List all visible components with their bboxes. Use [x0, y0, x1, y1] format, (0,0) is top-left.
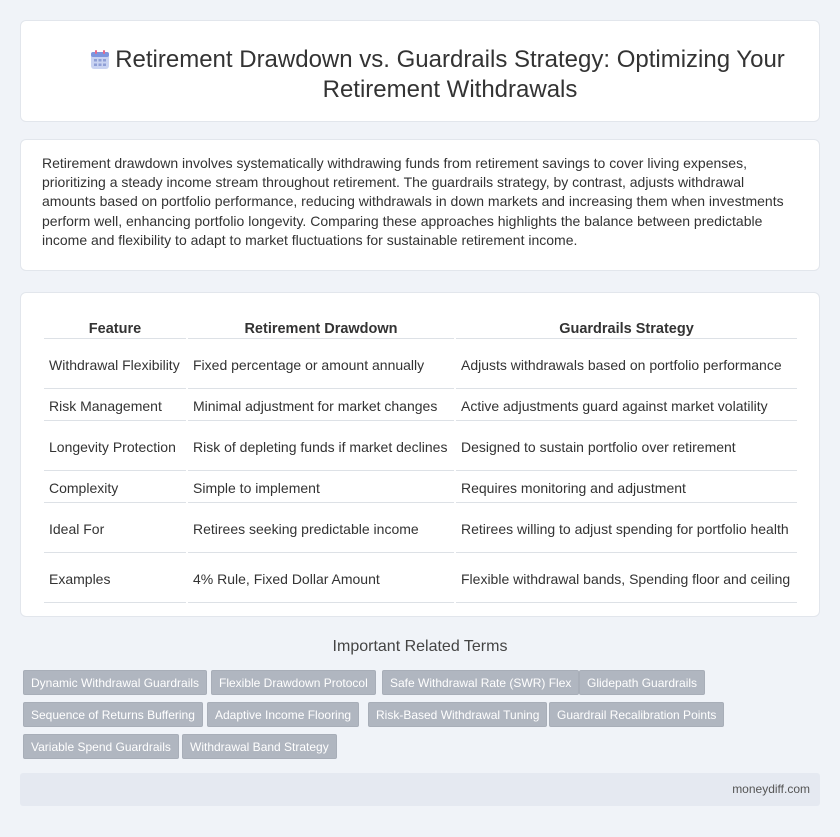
table-header-row — [44, 317, 797, 339]
table-cell: Fixed percentage or amount annually — [188, 341, 454, 389]
related-term-tag[interactable]: Sequence of Returns Buffering — [23, 702, 203, 727]
table-cell: Longevity Protection — [44, 423, 186, 471]
table-cell: Retirees willing to adjust spending for portfolio health — [456, 505, 797, 553]
table-cell: Adjusts withdrawals based on portfolio performance — [456, 341, 797, 389]
table-cell: Examples — [44, 555, 186, 603]
table-cell: Designed to sustain portfolio over retirement — [456, 423, 797, 471]
table-cell: Minimal adjustment for market changes — [188, 391, 454, 421]
table-row — [44, 341, 797, 389]
table-row — [44, 473, 797, 503]
table-row — [44, 555, 797, 603]
related-term-tag[interactable]: Safe Withdrawal Rate (SWR) Flex — [382, 670, 579, 695]
table-cell: Ideal For — [44, 505, 186, 553]
table-row — [44, 391, 797, 421]
table-cell: Complexity — [44, 473, 186, 503]
table-cell: Withdrawal Flexibility — [44, 341, 186, 389]
table-cell: Risk Management — [44, 391, 186, 421]
table-cell: Requires monitoring and adjustment — [456, 473, 797, 503]
header-retirement-drawdown: Retirement Drawdown — [188, 317, 454, 339]
related-terms-title: Important Related Terms — [332, 638, 508, 655]
page-title: Retirement Drawdown vs. Guardrails Strategy: Optimizing Your Retirement Withdrawals — [115, 46, 785, 103]
table-cell: Simple to implement — [188, 473, 454, 503]
footer — [20, 773, 820, 806]
site-name[interactable]: moneydiff.com — [732, 782, 810, 796]
related-term-tag[interactable]: Dynamic Withdrawal Guardrails — [23, 670, 207, 695]
table-row — [44, 423, 797, 471]
related-term-tag[interactable]: Withdrawal Band Strategy — [182, 734, 337, 759]
related-term-tag[interactable]: Flexible Drawdown Protocol — [211, 670, 376, 695]
related-term-tag[interactable]: Adaptive Income Flooring — [207, 702, 359, 727]
header-guardrails-strategy: Guardrails Strategy — [456, 317, 797, 339]
table-row — [44, 505, 797, 553]
table-cell: Retirees seeking predictable income — [188, 505, 454, 553]
related-term-tag[interactable]: Risk-Based Withdrawal Tuning — [368, 702, 547, 727]
title-card — [20, 20, 820, 122]
intro-text: Retirement drawdown involves systematically withdrawing funds from retirement savings to cover living expenses, prioritizing a steady income stream throughout retirement. The guardrails strategy, by contrast, adjusts withdrawal amounts based on portfolio performance, reducing withdrawals in down markets and increasing them when investments perform well, enhancing portfolio longevity. Comparing these approaches highlights the balance between predictable income and flexibility to adapt to market fluctuations for sustainable retirement income. — [42, 155, 784, 248]
comparison-table — [42, 315, 799, 605]
comparison-card — [20, 292, 820, 617]
table-cell: Active adjustments guard against market volatility — [456, 391, 797, 421]
related-term-tag[interactable]: Variable Spend Guardrails — [23, 734, 179, 759]
table-cell: Flexible withdrawal bands, Spending floor and ceiling — [456, 555, 797, 603]
table-cell: 4% Rule, Fixed Dollar Amount — [188, 555, 454, 603]
header-feature: Feature — [44, 317, 186, 339]
related-term-tag[interactable]: Guardrail Recalibration Points — [549, 702, 724, 727]
table-cell: Risk of depleting funds if market declines — [188, 423, 454, 471]
intro-card — [20, 139, 820, 271]
related-term-tag[interactable]: Glidepath Guardrails — [579, 670, 705, 695]
